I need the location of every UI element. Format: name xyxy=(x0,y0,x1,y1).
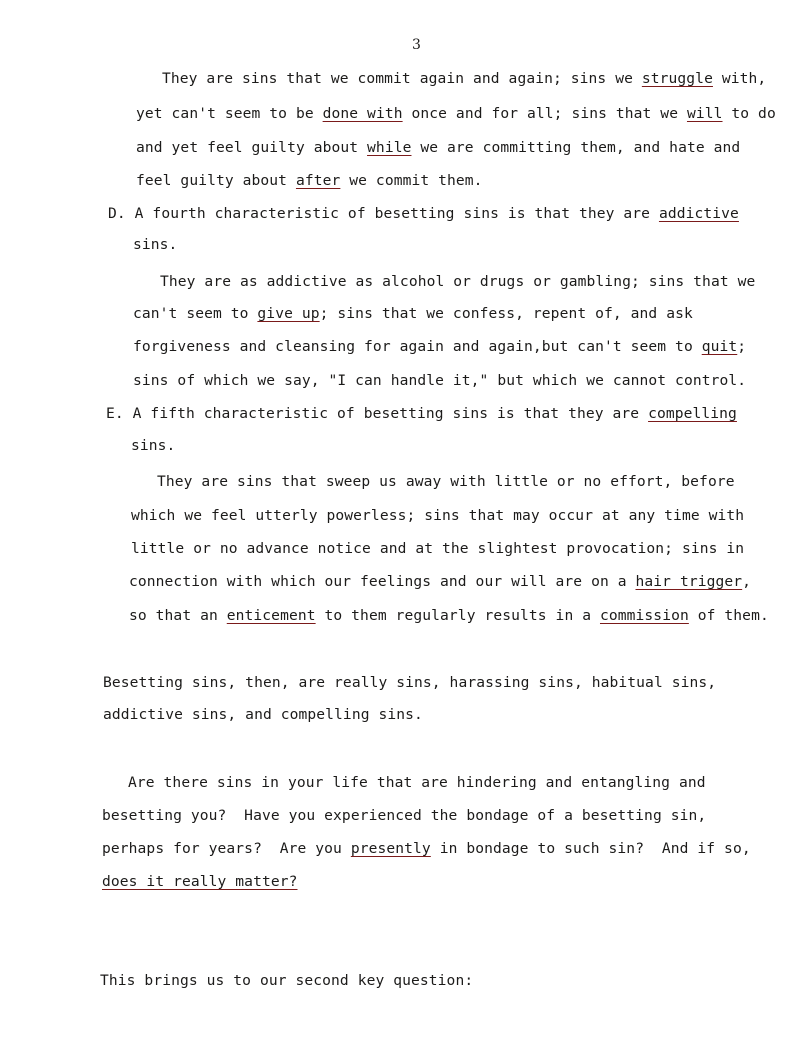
underlined-text: while xyxy=(367,139,412,156)
paragraph-line: little or no advance notice and at the slightest provocation; sins in xyxy=(131,540,745,557)
paragraph-line: sins of which we say, "I can handle it," but which we cannot control. xyxy=(133,372,747,389)
underlined-text: enticement xyxy=(226,607,316,624)
paragraph-line xyxy=(133,305,693,323)
text: perhaps for years? Are you xyxy=(102,840,351,857)
text: in bondage to such sin? And if so, xyxy=(430,840,751,857)
paragraph-line xyxy=(136,105,776,123)
text: D. A fourth characteristic of besetting sins is that they are xyxy=(108,205,659,222)
text: ; xyxy=(737,338,747,355)
paragraph-line xyxy=(129,573,751,591)
underlined-text: commission xyxy=(599,607,689,624)
text: yet can't seem to be xyxy=(136,105,323,122)
underlined-text: presently xyxy=(350,840,431,857)
paragraph-line xyxy=(162,70,766,88)
summary-line: Besetting sins, then, are really sins, harassing sins, habitual sins, xyxy=(103,674,717,691)
question-line xyxy=(102,873,298,891)
text: can't seem to xyxy=(133,305,258,322)
paragraph-line: which we feel utterly powerless; sins that may occur at any time with xyxy=(131,507,745,524)
underlined-text: will xyxy=(686,105,723,122)
underlined-text: give up xyxy=(257,305,320,322)
summary-line: addictive sins, and compelling sins. xyxy=(103,706,423,723)
text: of them. xyxy=(688,607,769,624)
question-line: besetting you? Have you experienced the bondage of a besetting sin, xyxy=(102,807,707,824)
underlined-text: addictive xyxy=(658,205,739,222)
text: E. A fifth characteristic of besetting sins is that they are xyxy=(106,405,649,422)
text: we commit them. xyxy=(340,172,483,189)
underlined-text: does it really matter? xyxy=(102,873,298,890)
question-line xyxy=(102,840,751,858)
text: to do xyxy=(722,105,776,122)
paragraph-line: sins. xyxy=(131,437,176,454)
page-number: 3 xyxy=(412,37,422,53)
paragraph-line: They are sins that sweep us away with little or no effort, before xyxy=(157,473,735,490)
text: and yet feel guilty about xyxy=(136,139,368,156)
text: forgiveness and cleansing for again and again,but can't seem to xyxy=(133,338,702,355)
paragraph-line xyxy=(133,338,746,356)
section-d-heading xyxy=(108,205,739,223)
text: They are sins that we commit again and again; sins we xyxy=(162,70,642,87)
question-line: Are there sins in your life that are hindering and entangling and xyxy=(128,774,706,791)
underlined-text: quit xyxy=(701,338,738,355)
paragraph-line xyxy=(136,139,740,157)
text: with, xyxy=(712,70,767,87)
closing-line: This brings us to our second key question: xyxy=(100,972,474,989)
paragraph-line: sins. xyxy=(133,236,178,253)
text: so that an xyxy=(129,607,227,624)
text: feel guilty about xyxy=(136,172,296,189)
underlined-text: struggle xyxy=(641,70,713,87)
underlined-text: after xyxy=(295,172,341,189)
underlined-text: done with xyxy=(322,105,403,122)
paragraph-line: They are as addictive as alcohol or drugs or gambling; sins that we xyxy=(160,273,756,290)
text: to them regularly results in a xyxy=(315,607,600,624)
underlined-text: hair trigger xyxy=(635,573,743,590)
text: connection with which our feelings and our will are on a xyxy=(129,573,636,590)
text: ; sins that we confess, repent of, and ask xyxy=(319,305,693,322)
paragraph-line xyxy=(136,172,483,190)
text: , xyxy=(742,573,752,590)
text: we are committing them, and hate and xyxy=(411,139,741,156)
underlined-text: compelling xyxy=(648,405,737,422)
text: once and for all; sins that we xyxy=(402,105,687,122)
section-e-heading xyxy=(106,405,737,423)
paragraph-line xyxy=(129,607,769,625)
